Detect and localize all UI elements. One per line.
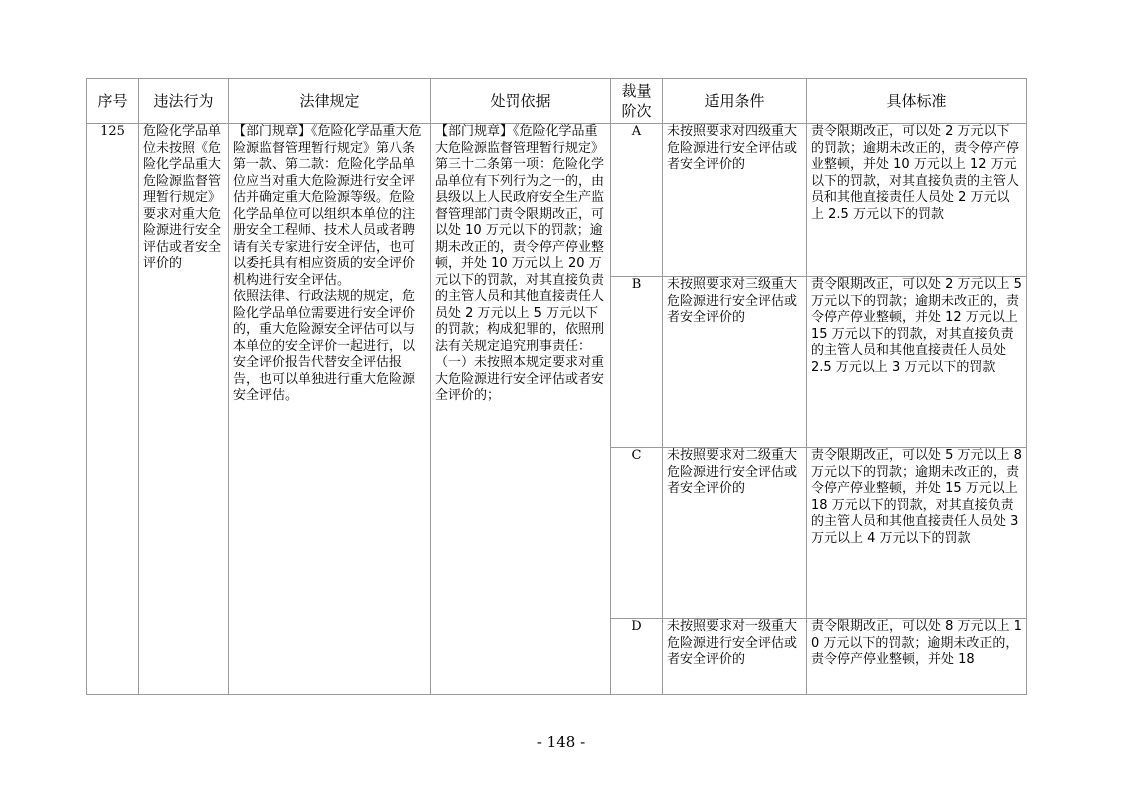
tier-cond: 未按照要求对四级重大危险源进行安全评估或者安全评价的: [663, 124, 807, 277]
tier-std: 责令限期改正，可以处 2 万元以下的罚款；逾期未改正的，责令停产停业整顿，并处 10 万元以上 12 万元以下的罚款，对其直接负责的主管人员和其他直接责任人员处 2 万元以上 2.5 万元以下的罚款: [807, 124, 1027, 277]
row-act: 危险化学品单位未按照《危险化学品重大危险源监督管理暂行规定》要求对重大危险源进行安全评估或者安全评价的: [139, 124, 229, 695]
tier-cond: 未按照要求对三级重大危险源进行安全评估或者安全评价的: [663, 277, 807, 448]
header-basis: 处罚依据: [431, 79, 611, 124]
header-cond: 适用条件: [663, 79, 807, 124]
tier-level: D: [611, 619, 663, 695]
tier-std: 责令限期改正，可以处 8 万元以上 10 万元以下的罚款；逾期未改正的，责令停产停业整顿，并处 18: [807, 619, 1027, 695]
tier-std: 责令限期改正，可以处 5 万元以上 8 万元以下的罚款；逾期未改正的，责令停产停业整顿，并处 15 万元以上 18 万元以下的罚款，对其直接负责的主管人员和其他直接责任人员处 3 万元以上 4 万元以下的罚款: [807, 448, 1027, 619]
header-law: 法律规定: [229, 79, 431, 124]
row-law: 【部门规章】《危险化学品重大危险源监督管理暂行规定》第八条第一款、第二款：危险化学品单位应当对重大危险源进行安全评估并确定重大危险源等级。危险化学品单位可以组织本单位的注册安全工程师、技术人员或者聘请有关专家进行安全评估，也可以委托具有相应资质的安全评价机构进行安全评估。 依照法律、行政法规的规定，危险化学品单位需要进行安全评价的，重大危险源安全评估可以与本单位的安全评价一起进行，以安全评价报告代替安全评估报告，也可以单独进行重大危险源安全评估。: [229, 124, 431, 695]
row-seq: 125: [87, 124, 139, 695]
tier-cond: 未按照要求对二级重大危险源进行安全评估或者安全评价的: [663, 448, 807, 619]
header-std: 具体标准: [807, 79, 1027, 124]
tier-cond: 未按照要求对一级重大危险源进行安全评估或者安全评价的: [663, 619, 807, 695]
row-basis: 【部门规章】《危险化学品重大危险源监督管理暂行规定》第三十二条第一项：危险化学品单位有下列行为之一的，由县级以上人民政府安全生产监督管理部门责令限期改正，可以处 10 万元以下的罚款；逾期未改正的，责令停产停业整顿，并处 10 万元以上 20 万元以下的罚款，对其直接负责的主管人员和其他直接责任人员处 2 万元以上 5 万元以下的罚款；构成犯罪的，依照刑法有关规定追究刑事责任：（一）未按照本规定要求对重大危险源进行安全评估或者安全评价的；: [431, 124, 611, 695]
header-act: 违法行为: [139, 79, 229, 124]
penalty-table: [86, 78, 1027, 695]
table-row: [87, 124, 1027, 277]
tier-std: 责令限期改正，可以处 2 万元以上 5 万元以下的罚款；逾期未改正的，责令停产停业整顿，并处 12 万元以上 15 万元以下的罚款，对其直接负责的主管人员和其他直接责任人员处 2.5 万元以上 3 万元以下的罚款: [807, 277, 1027, 448]
header-level: 裁量阶次: [611, 79, 663, 124]
tier-level: A: [611, 124, 663, 277]
header-seq: 序号: [87, 79, 139, 124]
tier-level: C: [611, 448, 663, 619]
tier-level: B: [611, 277, 663, 448]
page-number: - 148 -: [536, 733, 586, 751]
header-row: [87, 79, 1027, 124]
